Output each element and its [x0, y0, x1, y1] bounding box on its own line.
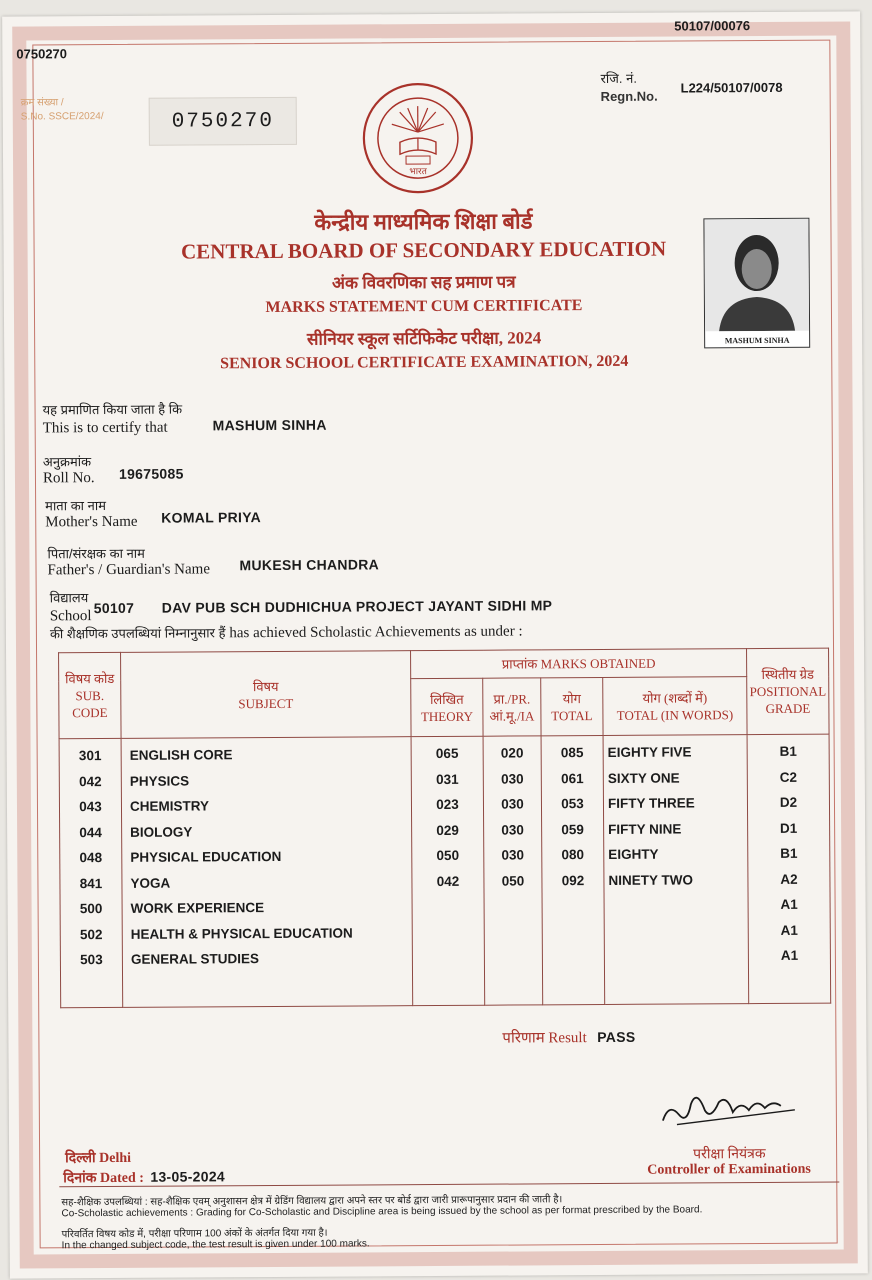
exam-title-hindi: सीनियर स्कूल सर्टिफिकेट परीक्षा, 2024 [306, 328, 542, 349]
regn-number: L224/50107/0078 [680, 79, 783, 96]
certificate-sheet [2, 11, 868, 1278]
cbse-emblem-icon [360, 80, 477, 201]
candidate-name: MASHUM SINHA [212, 416, 327, 434]
serial-number-box: 0750270 [149, 97, 297, 146]
header-practical: प्रा./PR. आं.मू./IA [483, 678, 541, 736]
controller-signature-icon [657, 1080, 807, 1133]
board-name-hindi: केन्द्रीय माध्यमिक शिक्षा बोर्ड [314, 208, 533, 235]
achievements-intro: की शैक्षणिक उपलब्धियां निम्नानुसार हैं has achieved Scholastic Achievements as under : [49, 623, 523, 642]
total-column: 085 061 053 059 080 092 [541, 735, 605, 1004]
father-label: Father's / Guardian's Name [47, 561, 211, 579]
father-label-hindi: पिता/संरक्षक का नाम [47, 545, 145, 562]
codes-column: 301 042 043 044 048 841 500 502 503 [59, 738, 123, 1007]
coscholastic-note: Co-Scholastic achievements : Grading for Co-Scholastic and Discipline area is being issued by the school as per format prescribed by the Board. [61, 1204, 703, 1220]
svg-text:भारत: भारत [409, 167, 427, 178]
exam-title: SENIOR SCHOOL CERTIFICATE EXAMINATION, 2024 [220, 352, 629, 373]
certify-label: This is to certify that [42, 419, 168, 437]
school-label-hindi: विद्यालय [49, 590, 89, 606]
candidate-photo [703, 218, 810, 349]
school-label: School [49, 608, 92, 625]
candidate-portrait-icon [704, 219, 809, 332]
practical-column: 020 030 030 030 030 050 [483, 736, 543, 1005]
faded-series-label: क्रम संख्या / S.No. SSCE/2024/ [20, 97, 104, 123]
header-total: योग TOTAL [541, 677, 603, 735]
header-total-words: योग (शब्दों में) TOTAL (IN WORDS) [603, 677, 747, 736]
header-marks-obtained: प्राप्तांक MARKS OBTAINED [411, 649, 747, 679]
mother-label-hindi: माता का नाम [45, 498, 107, 514]
changed-code-note-hindi: परिवर्तित विषय कोड में, परीक्षा परिणाम 100 अंकों के अंतर्गत दिया गया है। [61, 1227, 328, 1241]
roll-label-hindi: अनुक्रमांक [42, 454, 92, 470]
regn-label: Regn.No. [600, 88, 658, 104]
roll-number: 19675085 [118, 465, 184, 482]
header-sub-code: विषय कोड SUB. CODE [59, 652, 122, 738]
total-words-column: EIGHTY FIVE SIXTY ONE FIFTY THREE FIFTY NINE EIGHTY NINETY TWO [603, 735, 749, 1005]
certify-label-hindi: यह प्रमाणित किया जाता है कि [42, 401, 183, 418]
mother-name: KOMAL PRIYA [161, 509, 262, 526]
theory-column: 065 031 023 029 050 042 [411, 736, 485, 1005]
school-name: DAV PUB SCH DUDHICHUA PROJECT JAYANT SIDHI MP [161, 597, 553, 616]
statement-title: MARKS STATEMENT CUM CERTIFICATE [265, 297, 583, 317]
result-label: परिणाम Result [502, 1030, 587, 1047]
board-name: CENTRAL BOARD OF SECONDARY EDUCATION [181, 236, 667, 264]
header-theory: लिखित THEORY [411, 678, 483, 736]
father-name: MUKESH CHANDRA [239, 556, 380, 574]
header-grade: स्थितीय ग्रेड POSITIONAL GRADE [747, 648, 830, 734]
certificate-number: 50107/00076 [674, 18, 751, 34]
issue-date: 13-05-2024 [150, 1168, 226, 1185]
mother-label: Mother's Name [45, 513, 138, 531]
serial-number-corner: 0750270 [16, 46, 68, 62]
subjects-column: ENGLISH CORE PHYSICS CHEMISTRY BIOLOGY PHYSICAL EDUCATION YOGA WORK EXPERIENCE HEALTH & PHYSICAL EDUCATION GENERAL STUDIES [121, 737, 413, 1008]
result-value: PASS [597, 1028, 636, 1046]
controller-title-hindi: परीक्षा नियंत्रक [693, 1146, 766, 1163]
regn-label-hindi: रजि. नं. [600, 70, 637, 86]
coscholastic-note-hindi: सह-शैक्षिक उपलब्धियां : सह-शैक्षिक एवम् अनुशासन क्षेत्र में ग्रेडिंग विद्यालय द्वारा अपने स्तर पर बोर्ड द्वारा जारी प्रारूपानुसार प्रदान की जाती है। [61, 1194, 563, 1209]
statement-title-hindi: अंक विवरणिका सह प्रमाण पत्र [331, 272, 516, 293]
controller-title: Controller of Examinations [647, 1161, 811, 1178]
roll-label: Roll No. [42, 470, 95, 487]
result-line [502, 1027, 635, 1048]
date-line: दिनांक Dated : 13-05-2024 [63, 1168, 226, 1187]
grade-column: B1 C2 D2 D1 B1 A2 A1 A1 A1 [747, 734, 831, 1003]
changed-code-note: In the changed subject code, the test result is given under 100 marks. [61, 1238, 370, 1252]
place: दिल्ली Delhi [65, 1150, 132, 1167]
school-code: 50107 [93, 599, 135, 617]
photo-caption: MASHUM SINHA [724, 335, 790, 346]
header-subject: विषय SUBJECT [121, 651, 412, 739]
marks-table [58, 648, 831, 1009]
